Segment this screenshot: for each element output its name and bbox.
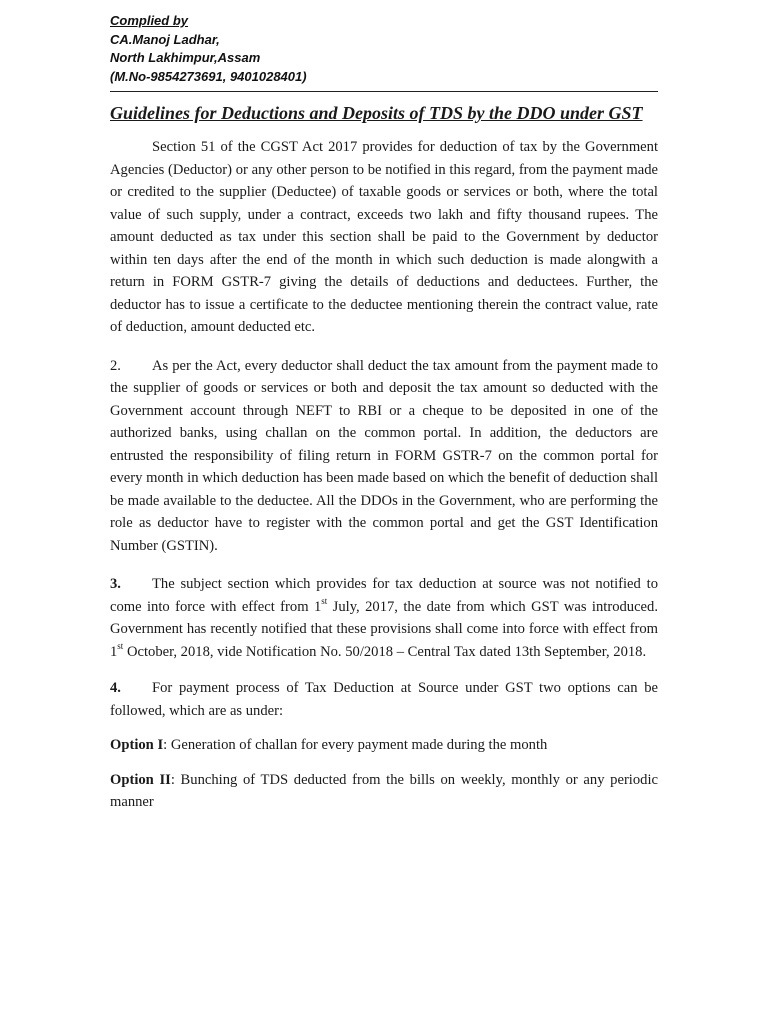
paragraph-3-text-a: The subject section which provides for tax deduction at source was not notified to come into force with effect from 1 <box>110 576 658 615</box>
author-place: North Lakhimpur,Assam <box>110 50 261 65</box>
compiled-by-label: Complied by <box>110 13 189 28</box>
author-name: CA.Manoj Ladhar, <box>110 31 220 47</box>
option-2-label: Option II <box>110 771 171 788</box>
paragraph-number: 3. <box>110 576 121 592</box>
paragraph-3 <box>110 573 658 663</box>
option-1 <box>110 734 658 757</box>
paragraph-3-text-b: July, 2017, the date from which GST was introduced. Government has recently notified that these provisions shall come into force with effect from 1 <box>110 598 658 660</box>
superscript-st: st <box>117 640 124 651</box>
paragraph-2-text: As per the Act, every deductor shall deduct the tax amount from the payment made to the supplier of goods or services or both and deposit the tax amount so deducted with the Government account through NEFT to RBI or a cheque to be deposited in one of the authorized banks, using challan on the common portal. In addition, the deductors are entrusted the responsibility of filing return in FORM GSTR-7 on the common portal for every month in which deduction has been made based on which the benefit of deduction shall be made available to the deductee. All the DDOs in the Government, who are performing the role as deductor have to register with the common portal and get the GST Identification Number (GSTIN). <box>110 357 658 554</box>
paragraph-number: 4. <box>110 680 121 696</box>
paragraph-3-text-c: October, 2018, vide Notification No. 50/2018 – Central Tax dated 13th September, 2018. <box>123 643 647 660</box>
paragraph-2 <box>110 355 658 558</box>
option-2-text: : Bunching of TDS deducted from the bills on weekly, monthly or any periodic manner <box>110 771 658 810</box>
header-divider <box>110 91 658 92</box>
superscript-st: st <box>321 595 328 606</box>
option-2 <box>110 769 658 814</box>
paragraph-4-text: For payment process of Tax Deduction at Source under GST two options can be followed, which are as under: <box>110 680 658 719</box>
document-title: Guidelines for Deductions and Deposits of TDS by the DDO under GST <box>110 103 643 123</box>
paragraph-4 <box>110 677 658 722</box>
paragraph-number: 2. <box>110 357 121 374</box>
paragraph-1: Section 51 of the CGST Act 2017 provides for deduction of tax by the Government Agencies (Deductor) or any other person to be notified in this regard, from the payment made or credited to the supplier (Deductee) of taxable goods or services or both, where the total value of such supply, under a contract, exceeds two lakh and fifty thousand rupees. The amount deducted as tax under this section shall be paid to the Government by deductor within ten days after the end of the month in which such deduction is made alongwith a return in FORM GSTR-7 giving the details of deductions and deductees. Further, the deductor has to issue a certificate to the deductee mentioning therein the contract value, rate of deduction, amount deducted etc. <box>110 139 658 335</box>
author-mobile: (M.No-9854273691, 9401028401) <box>110 68 307 84</box>
document-page <box>110 12 658 814</box>
option-1-label: Option I <box>110 737 164 753</box>
option-1-text: : Generation of challan for every payment made during the month <box>163 737 548 753</box>
author-header <box>110 12 658 86</box>
